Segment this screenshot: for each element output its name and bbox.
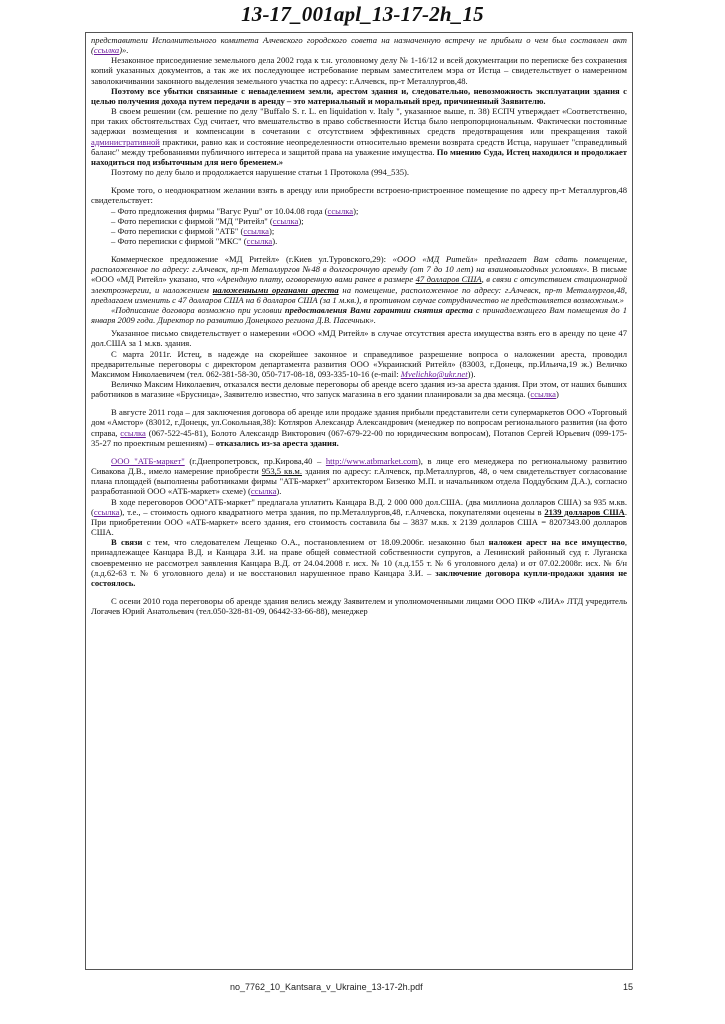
text-run: 47 долларов США: [415, 274, 482, 285]
paragraph: [91, 537, 627, 588]
document-link[interactable]: ссылка: [250, 486, 277, 497]
paragraph-spacer: [91, 448, 627, 456]
text-run: ), т.е., – стоимость одного квадратного метра здания, по пр.Металлургов,48, г.Алчевска, покупателями оценены в: [119, 506, 545, 517]
paragraph: [91, 596, 627, 616]
text-run: здания по адресу: г.Алчевск, пр.Металлургов, 48, о чем свидетельствует согласование плана площадей (выполнены работниками фирмы "АТБ-маркет" архитектором Бизенко М.П. и начальником отдела Поддубским Д.А.), согласно разработанной ООО «АТБ-маркет» схеме) (: [91, 466, 627, 497]
text-run: В своем решении (см. решение по делу "Buffalo S. r. L. en liquidation v. Italy ", указанное выше, п. 38) ЕСПЧ утверждает «Соответственно, при таких обстоятельствах Суд считает, что вмешательство в право собственности Истца было непропорциональным. Фактически постоянные задержки возмещения и компенсации в сочетании с отсутствием эффективных средств предотвращения или прекращения такой: [91, 106, 627, 137]
text-run: , в связи с отсутствием стационарной электроэнергии, и наложением: [91, 274, 628, 295]
footer-filename: no_7762_10_Kantsara_v_Ukraine_13-17-2h.pdf: [230, 982, 423, 992]
text-run: 953,5 кв.м.: [261, 466, 303, 477]
text-run: , принадлежащее Канцара В.Д. и Канцара З.И. на праве общей совместной собственности супругов, а Ленинский районный суд г. Луганска своевременно не рассмотрел заявления Канцара В.Д. от 24.04.2008 г. исх. № 10 (л.д.155 т. № 6 уголовного дела) и от 07.02.2008г. исх. № б/н (л.д.62-63 т. № 6 уголовного дела) и не восстановил нарушенное право Канцара З.И. –: [91, 537, 628, 578]
text-run: );: [353, 205, 359, 216]
paragraph-spacer: [91, 246, 627, 254]
text-run: Указанное письмо свидетельствует о намерении «ООО «МД Ритейл» в случае отсутствия ареста имущества взять его в аренду по цене 47 дол.США за 1 м.кв. здания.: [91, 328, 627, 349]
text-run: ).: [272, 235, 278, 246]
document-link[interactable]: административной: [91, 136, 160, 147]
document-page-body: [85, 32, 633, 970]
text-run: ), в лице его менеджера по региональному развитию Сивакова Д.В., имело намерение приобрести: [91, 455, 627, 477]
text-run: Поэтому по делу было и продолжается нарушение статьи 1 Протокола (994_535).: [111, 167, 410, 178]
text-run: Кроме того, о неоднократном желании взять в аренду или приобрести встроено-пристроенное помещение по адресу пр-т Металлургов,48 свидетельствует:: [91, 185, 627, 206]
text-run: на помещение, расположенное по адресу: г.Алчевск, пр-т Металлургов,48, предлагаем изменить с 47 долларов США на 6 долларов США (за 1 м.кв.), в противном случае сотрудничество не представляется возможным.»: [91, 284, 627, 305]
paragraph: [91, 86, 627, 106]
text-run: ).: [276, 486, 282, 497]
document-link[interactable]: ООО "АТБ-маркет": [111, 455, 185, 466]
paragraph: [91, 55, 627, 85]
document-link[interactable]: ссылка: [93, 45, 120, 56]
paragraph: [91, 349, 627, 379]
text-run: Коммерческое предложение «МД Ритейл» (г.Киев ул.Туровского,29):: [111, 254, 393, 265]
paragraph: [91, 236, 627, 246]
text-run: ): [555, 389, 559, 400]
text-run: Поэтому все убытки связанные с невыделением земли, арестом здания и, следовательно, невозможность эксплуатации здания с целью получения дохода путем передачи в аренду – это материальный и моральный вред, причиненный Заявителю.: [91, 85, 627, 106]
text-run: представители Исполнительного комитета Алчевского городского совета на назначенную встречу не прибыли о чем был составлен акт (: [91, 35, 627, 56]
text-run: практики, равно как и состояние неопределенности относительно времени возврата средств Истца, нарушает "справедливый баланс" между требованиями публичного интереса и защитой права на уважение имущества.: [91, 136, 627, 157]
document-link[interactable]: ссылка: [120, 427, 146, 438]
text-run: . При приобретении ООО «АТБ-маркет» всего здания, его стоимость составила бы – 3837 м.кв. х 2139 долларов США = 8207343.00 долларов США.: [91, 506, 628, 538]
text-run: отказались из-за ареста здания.: [215, 437, 339, 448]
paragraph: [91, 206, 627, 216]
text-run: В ходе переговоров ООО"АТБ-маркет" предлагала уплатить Канцара В.Д. 2 000 000 дол.США. (два миллиона долларов США) за 935 м.кв. (: [91, 496, 627, 517]
paragraph-spacer: [91, 588, 627, 596]
text-run: – Фото переписки с фирмой "МКС" (: [111, 235, 247, 246]
text-run: – Фото переписки с фирмой "МД "Ритейл" (: [111, 215, 273, 226]
paragraph: [91, 106, 627, 167]
paragraph: [91, 35, 627, 55]
document-link[interactable]: http://www.atbmarket.com: [325, 455, 418, 466]
paragraph-spacer: [91, 177, 627, 185]
text-run: (067-522-45-81), Болото Александр Викторович (067-679-22-00 по юридическим вопросам), Потапов Сергей Юрьевич (099-175-35-27 по проектным решениям) –: [91, 427, 627, 448]
text-run: «ООО «МД Ритейл» предлагает Вам сдать помещение, расположенное по адресу: г.Алчевск, пр-т Металлургов №48 в долгосрочную аренду (от 7 до 10 лет) на взаимовыгодных условиях».: [91, 254, 627, 275]
paragraph: [91, 456, 627, 497]
paragraph-spacer: [91, 399, 627, 407]
text-run: );: [298, 215, 304, 226]
document-link[interactable]: ссылка: [272, 215, 299, 226]
text-run: – Фото предложения фирмы "Вагус Руш" от 10.04.08 года (: [111, 205, 328, 216]
paragraph: [91, 328, 627, 348]
paragraph: [91, 226, 627, 236]
text-run: предоставления Вами гарантии снятия ареста: [284, 304, 473, 315]
text-run: )).: [467, 368, 476, 379]
document-header-title: 13-17_001apl_13-17-2h_15: [241, 2, 484, 26]
text-run: По мнению Суда, Истец находился и продолжает находиться под избыточным для него бременем.»: [91, 146, 627, 167]
text-run: В августе 2011 года – для заключения договора об аренде или продаже здания прибыли представители сети супермаркетов ООО «Торговый дом «Амстор» (83012, г.Донецк, ул.Сокольная,38): Котляров Александр Александрович (менеджер по вопросам регионального развития (на фото справа,: [91, 407, 627, 438]
paragraph: [91, 305, 627, 325]
text-run: «Арендную плату, оговоренную вами ранее в размере: [216, 274, 416, 285]
document-link[interactable]: ссылка: [93, 506, 120, 517]
text-run: с принадлежащего Вам помещения до 1 января 2009 года. Директор по развитию Донецкого региона Д.В. Пасечнык».: [91, 304, 627, 326]
text-run: С осени 2010 года переговоры об аренде здания велись между Заявителем и уполномоченными лицами ООО ПКФ «ЛИА» ЛТД учредитель Логачев Юрий Анатольевич (тел.050-328-81-09, 06442-33-66-88), менеджер: [91, 595, 627, 617]
footer-page-number: 15: [622, 982, 633, 992]
paragraph: [91, 379, 627, 399]
text-run: с тем, что следователем Лещенко О.А., постановлением от 18.09.2006г. незаконно был: [142, 537, 489, 548]
paragraph: [91, 254, 627, 305]
text-run: 2139 долларов США: [544, 506, 625, 517]
text-run: наложен арест на все имущество: [488, 537, 625, 548]
text-run: В письме «ООО «МД Ритейл» указано, что: [91, 264, 627, 285]
text-run: «Подписание договора возможно при условии: [111, 304, 285, 315]
paragraph: [91, 407, 627, 448]
text-run: С марта 2011г. Истец, в надежде на скорейшее законное и справедливое разрешение вопроса о наложении ареста, проводил предварительные переговоры с директором департамента развития ООО «Украинский Ритейл» (83003, г.Донецк, пр.Ильича,19 ж.) Величко Максимом Николаевичем (тел. 062-381-58-30, 050-717-08-18, 093-335-10-16 (e-mail:: [91, 348, 627, 379]
paragraph: [91, 167, 627, 177]
paragraph: [91, 216, 627, 226]
text-run: Незаконное присоединение земельного дела 2002 года к т.н. уголовному делу № 1-16/12 и всей документации по переписке без сохранения копий указанных документов, а так же их последующее истребование первым заместителем мэра от Истца – свидетельствует о намеренном заволокичивании законного выделения земельного участка по адресу: г.Алчевск, пр-т Металлургов,48.: [91, 55, 627, 86]
document-link[interactable]: ссылка: [243, 225, 269, 236]
text-run: – Фото переписки с фирмой "АТБ" (: [111, 225, 244, 236]
paragraph: [91, 497, 627, 538]
document-link[interactable]: ссылка: [246, 235, 273, 246]
paragraph: [91, 185, 627, 205]
text-run: заключение договора купли-продажи здания не состоялось.: [91, 567, 627, 588]
document-link[interactable]: ссылка: [530, 389, 556, 400]
text-run: )».: [119, 45, 129, 56]
text-run: Величко Максим Николаевич, отказался вести деловые переговоры об аренде всего здания из-за ареста здания. При этом, от наших бывших работников в магазине «Брусница», Заявителю известно, что запуск магазина в его здании планировали за два месяца. (: [91, 379, 627, 400]
text-run: наложенными органами ареста: [212, 284, 339, 295]
text-run: (г.Днепропетровск, пр.Кирова,40 –: [184, 455, 326, 466]
document-link[interactable]: Mvelichko@ukr.net: [400, 368, 468, 379]
text-run: );: [268, 225, 275, 236]
text-run: В связи: [111, 537, 143, 548]
document-link[interactable]: ссылка: [327, 205, 354, 216]
